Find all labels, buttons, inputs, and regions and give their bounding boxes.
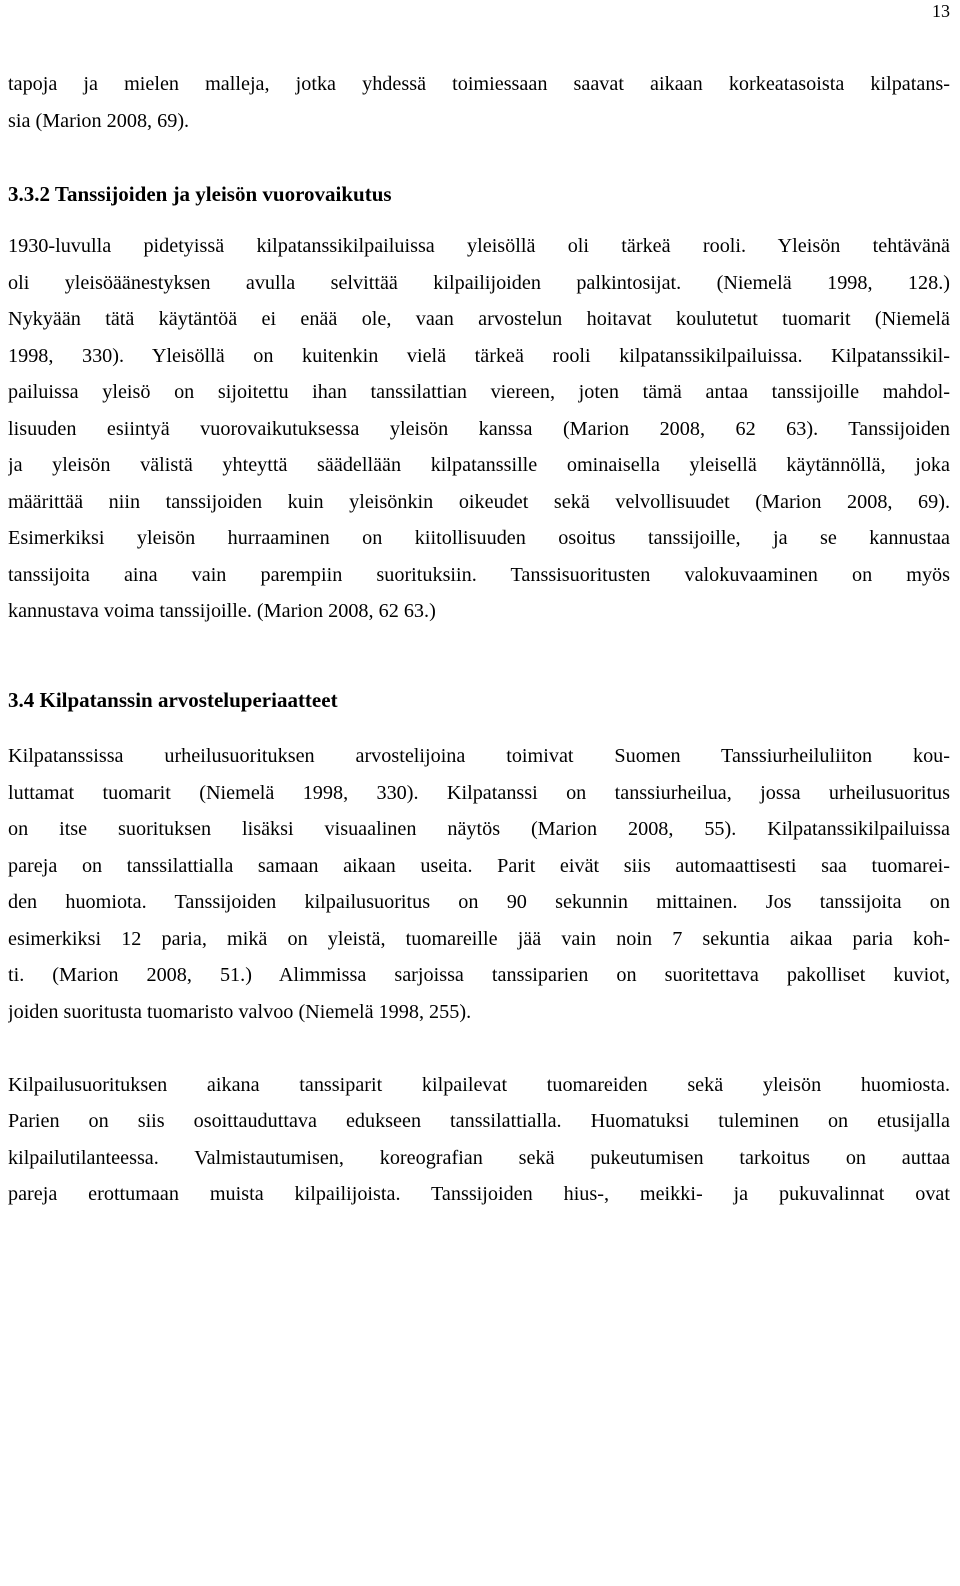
section-heading-3-4: 3.4 Kilpatanssin arvosteluperiaatteet: [8, 687, 338, 712]
paragraph-4: [8, 1067, 950, 1213]
page-number: 13: [932, 1, 950, 21]
text-line: Kilpatanssissa urheilusuorituksen arvostelijoina toimivat Suomen Tanssiurheiluliiton kou-: [8, 745, 950, 767]
text-line: pareja on tanssilattialla samaan aikaan useita. Parit eivät siis automaattisesti saa tuomarei-: [8, 854, 950, 877]
text-line: luttamat tuomarit (Niemelä 1998, 330). Kilpatanssi on tanssiurheilua, jossa urheilusuoritus: [8, 781, 950, 804]
text-line: Nykyään tätä käytäntöä ei enää ole, vaan arvostelun hoitavat koulutetut tuomarit (Niemelä: [8, 308, 950, 330]
section-heading-3-3-2: 3.3.2 Tanssijoiden ja yleisön vuorovaikutus: [8, 181, 392, 206]
text-line: Esimerkiksi yleisön hurraaminen on kiitollisuuden osoitus tanssijoille, ja se kannustaa: [8, 527, 950, 549]
text-line: sia (Marion 2008, 69).: [8, 109, 190, 132]
text-line: tapoja ja mielen malleja, jotka yhdessä toimiessaan saavat aikaan korkeatasoista kilpatans-: [8, 73, 950, 95]
paragraph-3: [8, 738, 950, 1030]
text-line: tanssijoita aina vain parempiin suorituksiin. Tanssisuoritusten valokuvaaminen on myös: [8, 563, 950, 586]
paragraph-gap: [8, 1030, 950, 1067]
text-line: esimerkiksi 12 paria, mikä on yleistä, tuomareille jää vain noin 7 sekuntia aikaa paria koh-: [8, 927, 950, 950]
text-line: pailuissa yleisö on sijoitettu ihan tanssilattian viereen, joten tämä antaa tanssijoille mahdol-: [8, 381, 950, 403]
text-line: 1930-luvulla pidetyissä kilpatanssikilpailuissa yleisöllä oli tärkeä rooli. Yleisön tehtävänä: [8, 235, 950, 257]
paragraph-2: [8, 228, 950, 630]
text-line: den huomiota. Tanssijoiden kilpailusuoritus on 90 sekunnin mittainen. Jos tanssijoita on: [8, 891, 950, 913]
paragraph-gap: [8, 139, 950, 176]
paragraph-gap: [8, 630, 950, 682]
text-line: kannustava voima tanssijoille. (Marion 2008, 62 63.): [8, 600, 436, 622]
text-line: Parien on siis osoittauduttava edukseen tanssilattialla. Huomatuksi tuleminen on etusijalla: [8, 1110, 950, 1132]
paragraph-gap: [8, 718, 950, 738]
text-line: 1998, 330). Yleisöllä on kuitenkin vielä tärkeä rooli kilpatanssikilpailuissa. Kilpatanssikil-: [8, 344, 950, 367]
text-line: joiden suoritusta tuomaristo valvoo (Niemelä 1998, 255).: [8, 1000, 472, 1023]
text-line: ja yleisön välistä yhteyttä säädellään kilpatanssille ominaisella yleisellä käytännöllä, joka: [8, 454, 950, 476]
text-line: lisuuden esiintyä vuorovaikutuksessa yleisön kanssa (Marion 2008, 62 63). Tanssijoiden: [8, 417, 950, 440]
text-line: pareja erottumaan muista kilpailijoista. Tanssijoiden hius-, meikki- ja pukuvalinnat ovat: [8, 1183, 950, 1205]
text-line: kilpailutilanteessa. Valmistautumisen, koreografian sekä pukeutumisen tarkoitus on auttaa: [8, 1146, 950, 1169]
text-line: määrittää niin tanssijoiden kuin yleisönkin oikeudet sekä velvollisuudet (Marion 2008, 69).: [8, 490, 950, 513]
text-line: Kilpailusuorituksen aikana tanssiparit kilpailevat tuomareiden sekä yleisön huomiosta.: [8, 1073, 950, 1096]
text-line: ti. (Marion 2008, 51.) Alimmissa sarjoissa tanssiparien on suoritettava pakolliset kuviot,: [8, 964, 950, 986]
paragraph-1: [8, 66, 950, 139]
text-line: oli yleisöäänestyksen avulla selvittää kilpailijoiden palkintosijat. (Niemelä 1998, 128.): [8, 271, 950, 294]
document-body: [8, 66, 950, 1213]
text-line: on itse suorituksen lisäksi visuaalinen näytös (Marion 2008, 55). Kilpatanssikilpailuissa: [8, 818, 950, 840]
